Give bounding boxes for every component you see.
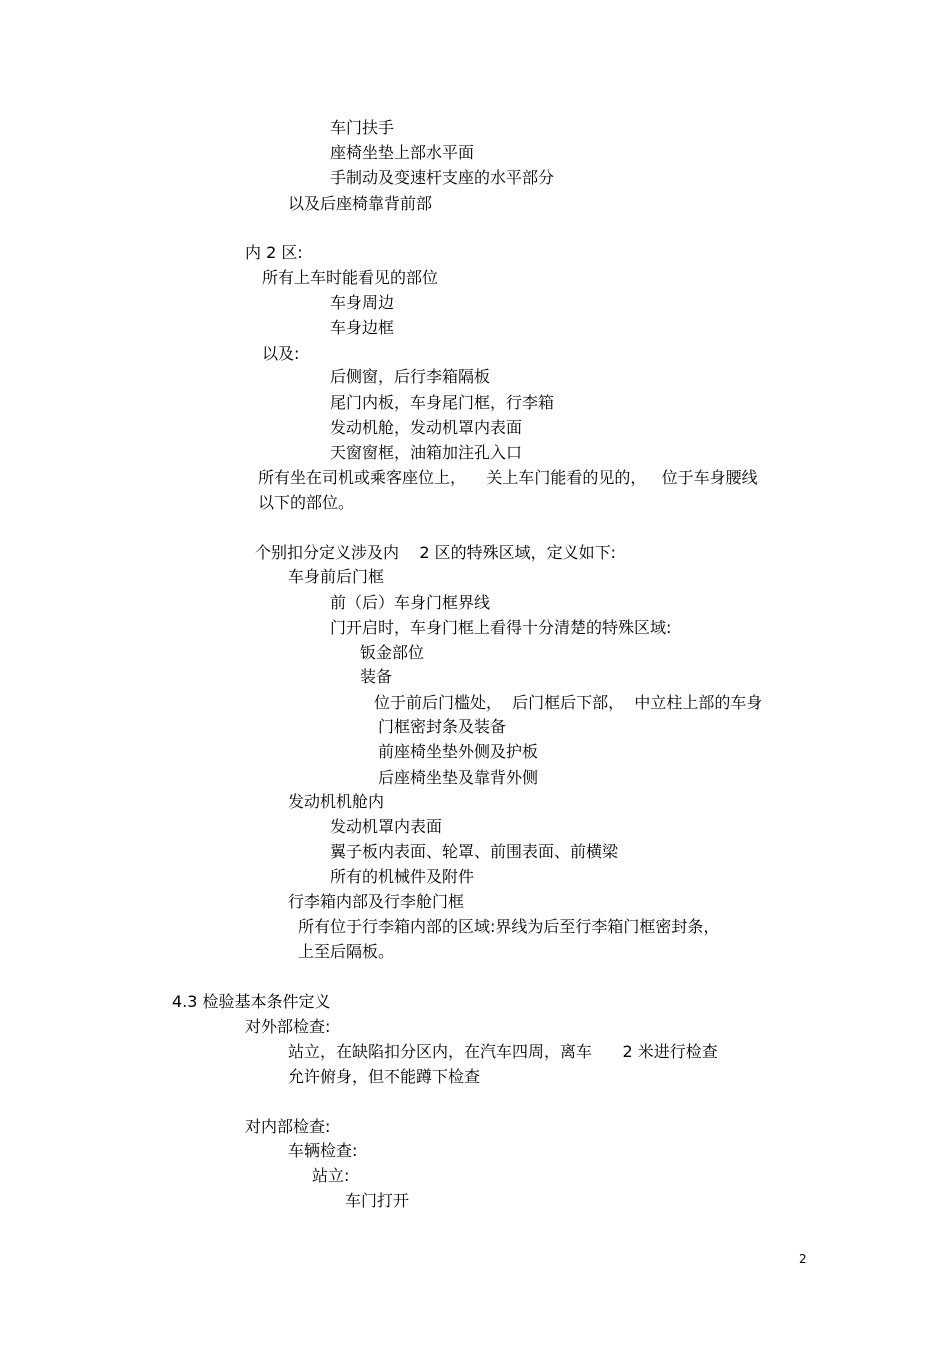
text-line: 手制动及变速杆支座的水平部分 — [330, 168, 555, 187]
text-line: 行李箱内部及行李舱门框 — [288, 892, 465, 911]
text-line: 钣金部位 — [360, 643, 425, 662]
text-line: 对内部检查: — [245, 1117, 331, 1136]
section-heading: 4.3 检验基本条件定义 — [172, 992, 331, 1011]
text-line: 后侧窗，后行李箱隔板 — [330, 367, 491, 386]
text-line: 个别扣分定义涉及内 2 区的特殊区域，定义如下: — [255, 543, 617, 562]
text-line: 前（后）车身门框界线 — [330, 593, 491, 612]
text-line: 上至后隔板。 — [298, 942, 395, 961]
text-line: 站立，在缺陷扣分区内，在汽车四周，离车 2 米进行检查 — [288, 1042, 718, 1061]
page-number: 2 — [799, 1252, 807, 1266]
text-line: 装备 — [360, 667, 393, 686]
text-line: 车身前后门框 — [288, 567, 385, 586]
text-line: 发动机机舱内 — [288, 792, 385, 811]
text-line: 内 2 区: — [245, 243, 303, 262]
text-line: 允许俯身，但不能蹲下检查 — [288, 1067, 481, 1086]
text-line: 以下的部位。 — [258, 493, 355, 512]
text-line: 车门扶手 — [330, 118, 395, 137]
text-line: 车身边框 — [330, 318, 395, 337]
text-line: 车辆检查: — [288, 1141, 358, 1160]
text-line: 站立: — [312, 1166, 350, 1185]
text-line: 以及后座椅靠背前部 — [288, 194, 433, 213]
text-line: 所有的机械件及附件 — [330, 867, 475, 886]
text-line: 座椅坐垫上部水平面 — [330, 143, 475, 162]
text-line: 天窗窗框，油箱加注孔入口 — [330, 443, 523, 462]
text-line: 后座椅坐垫及靠背外侧 — [378, 768, 539, 787]
text-line: 翼子板内表面、轮罩、前围表面、前横梁 — [330, 842, 619, 861]
text-line: 对外部检查: — [245, 1017, 331, 1036]
text-line: 门框密封条及装备 — [378, 717, 507, 736]
text-line: 所有坐在司机或乘客座位上， 关上车门能看的见的， 位于车身腰线 — [258, 468, 758, 487]
text-line: 车门打开 — [345, 1191, 410, 1210]
text-line: 所有上车时能看见的部位 — [262, 268, 439, 287]
text-line: 所有位于行李箱内部的区域:界线为后至行李箱门框密封条， — [298, 917, 720, 936]
text-line: 位于前后门槛处， 后门框后下部， 中立柱上部的车身 — [374, 693, 763, 712]
text-line: 前座椅坐垫外侧及护板 — [378, 742, 539, 761]
text-line: 发动机舱，发动机罩内表面 — [330, 418, 523, 437]
text-line: 发动机罩内表面 — [330, 817, 443, 836]
text-line: 车身周边 — [330, 293, 395, 312]
text-line: 尾门内板，车身尾门框，行李箱 — [330, 393, 555, 412]
text-line: 以及: — [262, 344, 300, 363]
text-line: 门开启时，车身门框上看得十分清楚的特殊区域: — [330, 618, 672, 637]
